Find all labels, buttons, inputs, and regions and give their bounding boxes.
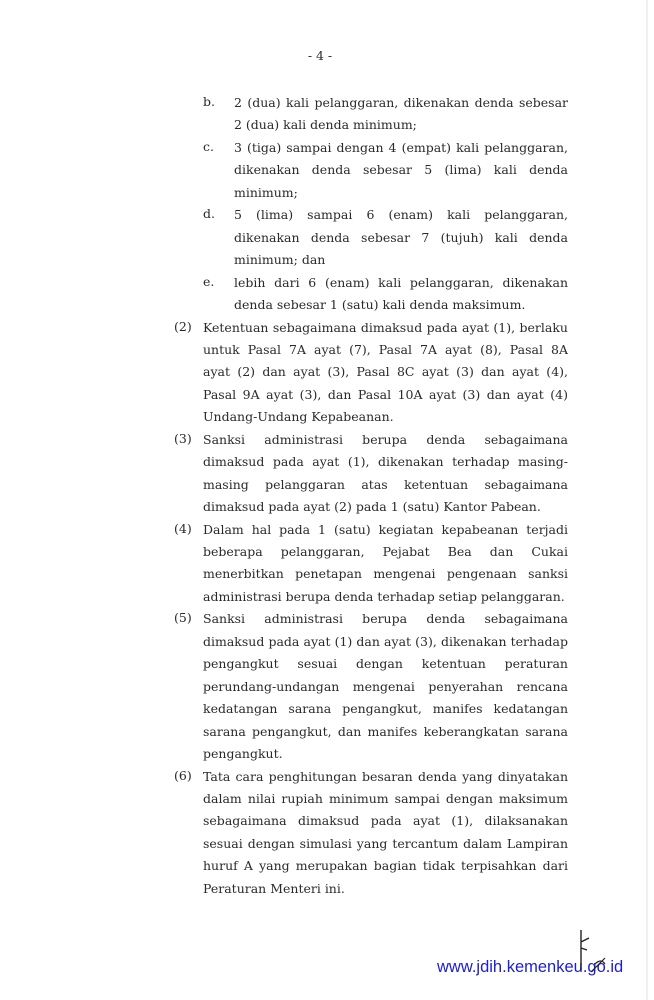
footer-url-link[interactable]: www.jdih.kemenkeu.go.id <box>437 958 624 976</box>
text-line: masing pelanggaran atas ketentuan sebagaimana <box>203 476 568 492</box>
text-line: pengangkut. <box>203 746 283 762</box>
text-line: kedatangan sarana pengangkut, manifes kedatangan <box>203 701 568 717</box>
text-line: dimaksud pada ayat (2) pada 1 (satu) Kantor Pabean. <box>203 499 541 515</box>
text-line: Pasal 9A ayat (3), dan Pasal 10A ayat (3) dan ayat (4) <box>203 386 568 402</box>
text-line: sesuai dengan simulasi yang tercantum dalam Lampiran <box>203 835 568 851</box>
item-marker: (2) <box>174 318 192 334</box>
text-line: minimum; <box>234 184 298 200</box>
text-line: denda sebesar 1 (satu) kali denda maksimum. <box>234 297 526 313</box>
item-marker: e. <box>203 273 215 289</box>
text-line: Sanksi administrasi berupa denda sebagaimana <box>203 611 568 627</box>
text-line: perundang-undangan mengenai penyerahan rencana <box>203 678 568 694</box>
text-line: 2 (dua) kali pelanggaran, dikenakan denda sebesar <box>234 95 568 110</box>
text-line: sarana pengangkut, dan manifes keberangkatan sarana <box>203 723 568 739</box>
text-line: minimum; dan <box>234 252 326 268</box>
item-marker: (3) <box>174 430 192 446</box>
item-marker: (5) <box>174 610 192 626</box>
item-marker: (6) <box>174 767 192 783</box>
text-line: untuk Pasal 7A ayat (7), Pasal 7A ayat (8), Pasal 8A <box>203 341 568 357</box>
item-marker: b. <box>203 94 215 109</box>
text-line: menerbitkan penetapan mengenai pengenaan sanksi <box>203 566 568 582</box>
text-line: dimaksud pada ayat (1), dikenakan terhadap masing- <box>203 454 568 470</box>
text-line: dikenakan denda sebesar 7 (tujuh) kali denda <box>234 229 568 245</box>
text-line: 5 (lima) sampai 6 (enam) kali pelanggaran, <box>234 207 568 223</box>
item-marker: c. <box>203 138 214 154</box>
text-line: Peraturan Menteri ini. <box>203 880 345 896</box>
text-line: huruf A yang merupakan bagian tidak terpisahkan dari <box>203 858 568 874</box>
text-line: administrasi berupa denda terhadap setiap pelanggaran. <box>203 588 565 604</box>
text-line: ayat (2) dan ayat (3), Pasal 8C ayat (3) dan ayat (4), <box>203 364 568 380</box>
text-line: Dalam hal pada 1 (satu) kegiatan kepabeanan terjadi <box>203 521 568 537</box>
text-line: pengangkut sesuai dengan ketentuan peraturan <box>203 656 568 672</box>
item-marker: d. <box>203 206 215 222</box>
initial-signature-mark <box>575 928 615 978</box>
text-line: Undang-Undang Kepabeanan. <box>203 409 394 425</box>
text-line: dikenakan denda sebesar 5 (lima) kali denda <box>234 162 568 178</box>
text-line: Sanksi administrasi berupa denda sebagaimana <box>203 431 568 447</box>
page-edge <box>646 0 648 1000</box>
text-line: dalam nilai rupiah minimum sampai dengan maksimum <box>203 790 568 806</box>
text-line: Tata cara penghitungan besaran denda yang dinyatakan <box>203 768 568 784</box>
text-line: sebagaimana dimaksud pada ayat (1), dilaksanakan <box>203 813 568 829</box>
text-line: dimaksud pada ayat (1) dan ayat (3), dikenakan terhadap <box>203 633 568 649</box>
text-line: beberapa pelanggaran, Pejabat Bea dan Cukai <box>203 544 568 559</box>
text-line: 3 (tiga) sampai dengan 4 (empat) kali pelanggaran, <box>234 139 568 155</box>
text-line: lebih dari 6 (enam) kali pelanggaran, dikenakan <box>234 274 568 290</box>
item-marker: (4) <box>174 520 192 536</box>
page-number: - 4 - <box>307 48 333 63</box>
text-line: Ketentuan sebagaimana dimaksud pada ayat (1), berlaku <box>203 319 568 335</box>
text-line: 2 (dua) kali denda minimum; <box>234 117 417 133</box>
